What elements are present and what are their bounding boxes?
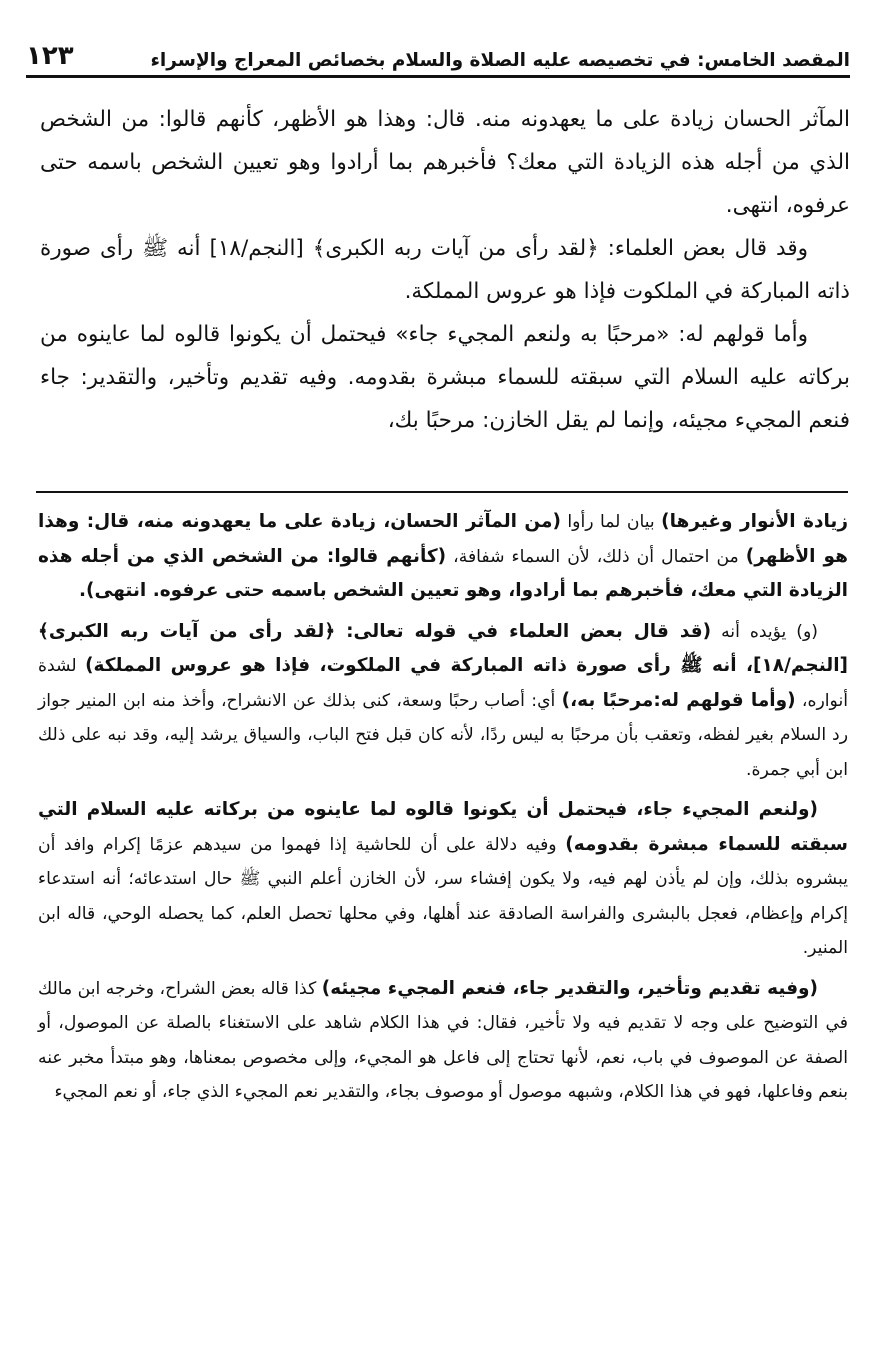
commentary-text: أي: أصاب رحبًا وسعة، كنى بذلك عن الانشراح، وأخذ منه ابن المنير جواز رد السلام بغير لفظه، وتعقب بأن مرحبًا به ليس ردًا، لأنه كان قبل فتح الباب، والسياق يرشد إليه، وقد نبه على ذلك ابن أبي جمرة. — [38, 690, 848, 780]
main-paragraph-1: المآثر الحسان زيادة على ما يعهدونه منه. قال: وهذا هو الأظهر، كأنهم قالوا: من الشخص الذي من أجله هذه الزيادة التي معك؟ فأخبرهم بما أرادوا وهو تعيين الشخص باسمه حتى عرفوه، انتهى. — [40, 107, 850, 218]
quoted-base-text: (ولنعم المجيء جاء، فيحتمل أن يكونوا قالوه لما عاينوه من بركاته عليه السلام التي سبقته للسماء مبشرة بقدومه) — [38, 799, 849, 855]
commentary — [38, 505, 848, 1116]
running-head: المقصد الخامس: في تخصيصه عليه الصلاة والسلام بخصائص المعراج والإسراء — [150, 50, 850, 71]
quoted-base-text: (قد قال بعض العلماء في قوله تعالى: ﴿لقد رأى من آيات ربه الكبرى﴾ [النجم/١٨]، أنه ﷺ رأى صورة ذاته المباركة في الملكوت، فإذا هو عروس المملكة) — [38, 620, 848, 676]
main-text — [40, 98, 850, 442]
quoted-base-text: (وأما قولهم له:مرحبًا به،) — [561, 689, 796, 711]
quoted-base-text: زيادة الأنوار وغيرها) — [661, 511, 848, 532]
page-number: ١٢٣ — [26, 41, 74, 71]
commentary-paragraph-3 — [38, 793, 848, 966]
commentary-text: كذا قاله بعض الشراح، وخرجه ابن مالك في التوضيح على وجه لا تقديم فيه ولا تأخير، فقال: في هذا الكلام شاهد على الاستغناء بالصلة عن الموصول، أو الصفة عن الموصوف في باب، نعم، لأنها تحتاج إلى فاعل هو المجيء، وإلى مخصوص بمعناها، وهو مبتدأ مخبر عنه بنعم وفاعلها، فهو في هذا الكلام، وشبهه موصول أو موصوف بجاء، والتقدير نعم المجيء الذي جاء، أو نعم المجيء — [38, 978, 848, 1102]
commentary-paragraph-2 — [38, 615, 848, 788]
quoted-base-text: (كأنهم قالوا: من الشخص الذي من أجله هذه الزيادة التي معك، فأخبرهم بما أرادوا، وهو تعيين الشخص باسمه حتى عرفوه. انتهى). — [38, 545, 848, 601]
commentary-text: من احتمال أن ذلك، لأن السماء شفافة، — [446, 546, 746, 567]
commentary-paragraph-1 — [38, 505, 848, 609]
commentary-paragraph-4 — [38, 972, 848, 1110]
commentary-text: (و) يؤيده أنه — [711, 621, 818, 642]
footnote-separator — [36, 491, 848, 493]
quoted-base-text: (من المآثر الحسان، زيادة على ما يعهدونه منه، قال: وهذا هو الأظهر) — [38, 511, 848, 567]
commentary-text: بيان لما رأوا — [560, 512, 662, 532]
commentary-text: لشدة أنواره، — [38, 656, 848, 711]
quoted-base-text: (وفيه تقديم وتأخير، والتقدير جاء، فنعم المجيء مجيئه) — [321, 977, 819, 999]
main-paragraph-3: وأما قولهم له: «مرحبًا به ولنعم المجيء جاء» فيحتمل أن يكونوا قالوه لما عاينوه من بركاته عليه السلام التي سبقته للسماء مبشرة بقدومه. وفيه تقديم وتأخير، والتقدير: جاء فنعم المجيء مجيئه، وإنما لم يقل الخازن: مرحبًا بك، — [40, 322, 850, 433]
page-header — [26, 34, 850, 78]
main-paragraph-2: وقد قال بعض العلماء: ﴿لقد رأى من آيات ربه الكبرى﴾ [النجم/١٨] أنه ﷺ رأى صورة ذاته المباركة في الملكوت فإذا هو عروس المملكة. — [40, 236, 850, 304]
commentary-text: وفيه دلالة على أن للحاشية إذا فهموا من سيدهم عزمًا إكرام وافد أن يبشروه بذلك، وإن لم يأذن لهم فيه، ولا يكون إفشاء سر، لأن الخازن أعلم النبي ﷺ حال استدعائه؛ أنه استدعاء إكرام وإعظام، فعجل بالبشرى والفراسة الصادقة عند أهلها، وفي محلها تحصل العلم، كما يحصله الوحي، قاله ابن المنير. — [38, 834, 848, 958]
